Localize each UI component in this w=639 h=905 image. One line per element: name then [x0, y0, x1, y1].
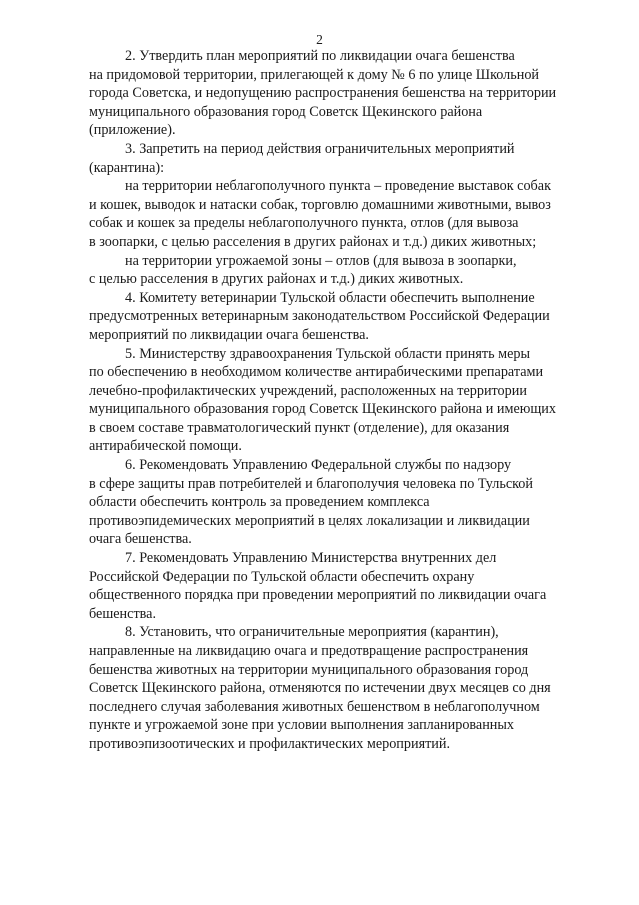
paragraph-item-5: 5. Министерству здравоохранения Тульской области принять меры по обеспечению в необходимом количестве антирабическими препаратами лечебно-профилактических учреждений, расположенных на территории муниципального образования город Советск Щекинского района и имеющих в своем составе травматологический пункт (отделение), для оказания антирабической помощи. [89, 345, 556, 455]
paragraph-item-8: 8. Установить, что ограничительные мероприятия (карантин), направленные на ликвидацию очага и предотвращение распространения бешенства животных на территории муниципального образования город Советск Щекинского района, отменяются по истечении двух месяцев со дня последнего случая заболевания животных бешенством в неблагополучном пункте и угрожаемой зоне при условии выполнения запланированных противоэпизоотических и профилактических мероприятий. [89, 624, 551, 752]
document-body [89, 47, 593, 754]
paragraph-item-3-subpoint-1: на территории неблагополучного пункта – проведение выставок собак и кошек, выводок и натаски собак, торговлю домашними животными, вывоз собак и кошек за пределы неблагополучного пункта, отлов (для вывоза в зоопарки, с целью расселения в других районах и т.д.) диких животных; [89, 178, 551, 250]
paragraph-item-3-subpoint-2: на территории угрожаемой зоны – отлов (для вывоза в зоопарки, с целью расселения в других районах и т.д.) диких животных. [89, 252, 517, 288]
paragraph-item-4: 4. Комитету ветеринарии Тульской области обеспечить выполнение предусмотренных ветеринарным законодательством Российской Федерации мероприятий по ликвидации очага бешенства. [89, 289, 550, 343]
paragraph-item-6: 6. Рекомендовать Управлению Федеральной службы по надзору в сфере защиты прав потребителей и благополучия человека по Тульской области обеспечить контроль за проведением комплекса противоэпидемических мероприятий в целях локализации и ликвидации очага бешенства. [89, 457, 533, 548]
paragraph-item-7: 7. Рекомендовать Управлению Министерства внутренних дел Российской Федерации по Тульской области обеспечить охрану общественного порядка при проведении мероприятий по ликвидации очага бешенства. [89, 550, 547, 622]
paragraph-item-2: 2. Утвердить план мероприятий по ликвидации очага бешенства на придомовой территории, прилегающей к дому № 6 по улице Школьной города Советска, и недопущению распространения бешенства на территории муниципального образования город Советск Щекинского района (приложение). [89, 48, 557, 139]
page-number: 2 [316, 32, 323, 47]
paragraph-item-3: 3. Запретить на период действия ограничительных мероприятий (карантина): [89, 140, 515, 176]
